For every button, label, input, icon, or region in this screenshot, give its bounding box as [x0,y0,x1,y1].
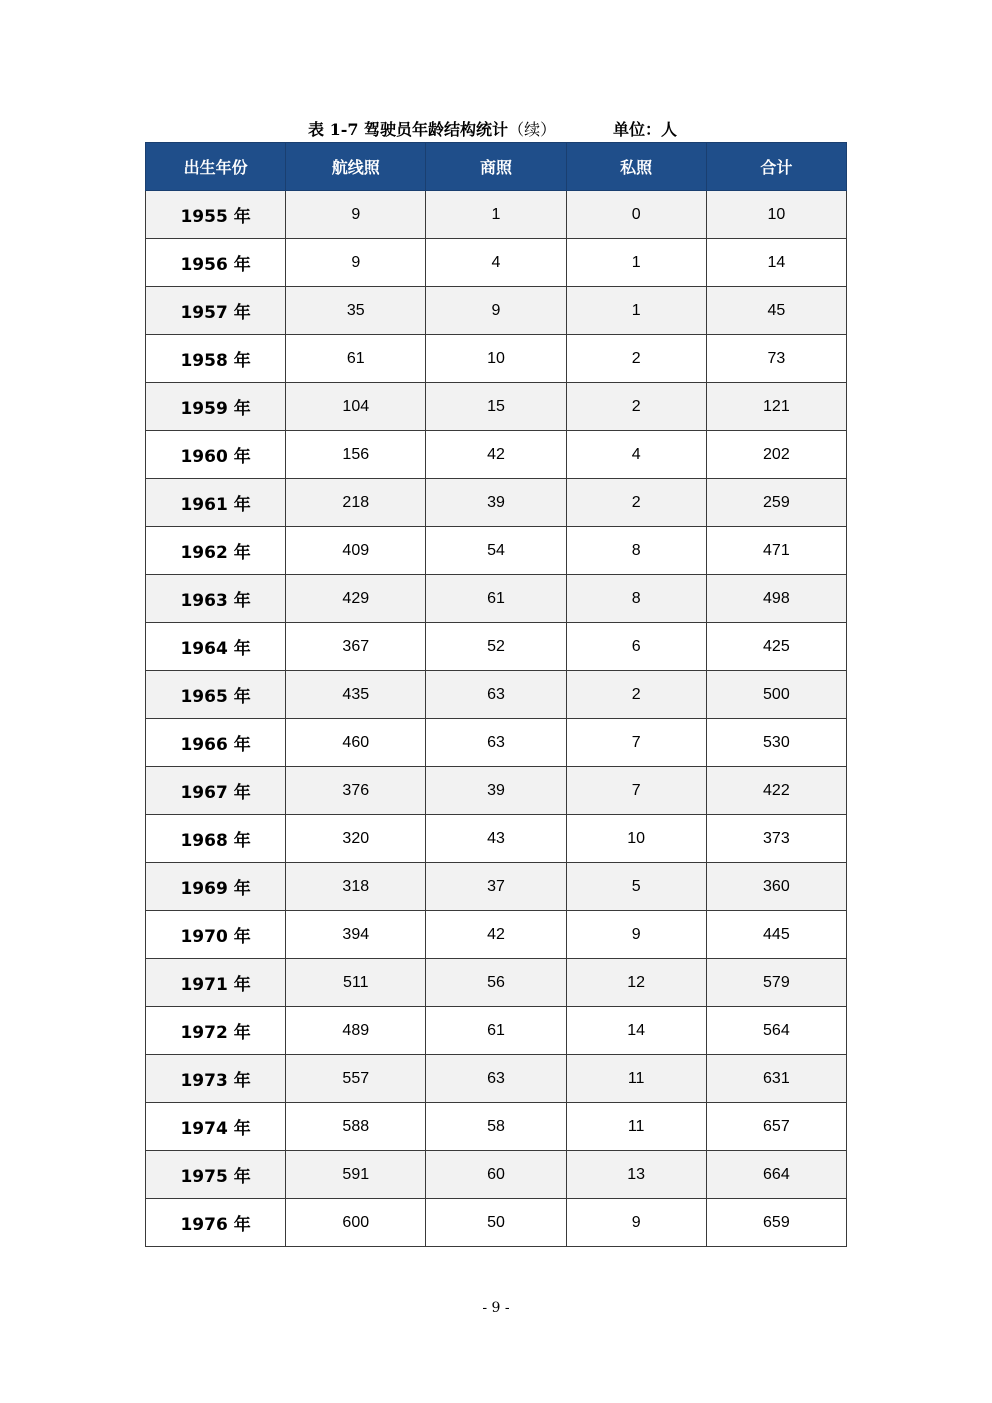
table-row [146,1007,847,1055]
cell-commercial-license: 54 [426,527,566,575]
cell-airline-license: 104 [286,383,426,431]
table-row [146,1151,847,1199]
cell-airline-license: 409 [286,527,426,575]
cell-total: 422 [706,767,846,815]
table-row [146,815,847,863]
cell-commercial-license: 39 [426,767,566,815]
cell-private-license: 13 [566,1151,706,1199]
cell-total: 564 [706,1007,846,1055]
cell-total: 10 [706,191,846,239]
table-row [146,1103,847,1151]
cell-airline-license: 61 [286,335,426,383]
cell-birth-year: 1956 年 [146,239,286,287]
table-row [146,863,847,911]
cell-private-license: 8 [566,527,706,575]
cell-birth-year: 1976 年 [146,1199,286,1247]
table-row [146,1055,847,1103]
cell-airline-license: 460 [286,719,426,767]
table-row [146,287,847,335]
cell-total: 498 [706,575,846,623]
cell-birth-year: 1963 年 [146,575,286,623]
cell-total: 360 [706,863,846,911]
cell-total: 471 [706,527,846,575]
cell-total: 202 [706,431,846,479]
cell-birth-year: 1972 年 [146,1007,286,1055]
cell-airline-license: 489 [286,1007,426,1055]
table-row [146,431,847,479]
table-title-suffix: （续） [508,120,557,139]
cell-private-license: 9 [566,1199,706,1247]
cell-private-license: 10 [566,815,706,863]
driver-age-table [145,142,847,1247]
cell-airline-license: 376 [286,767,426,815]
cell-birth-year: 1964 年 [146,623,286,671]
table-row [146,671,847,719]
cell-birth-year: 1959 年 [146,383,286,431]
table-row [146,575,847,623]
table-row [146,719,847,767]
cell-birth-year: 1957 年 [146,287,286,335]
cell-commercial-license: 37 [426,863,566,911]
cell-private-license: 0 [566,191,706,239]
cell-airline-license: 600 [286,1199,426,1247]
cell-airline-license: 318 [286,863,426,911]
cell-birth-year: 1970 年 [146,911,286,959]
cell-commercial-license: 1 [426,191,566,239]
cell-total: 631 [706,1055,846,1103]
cell-commercial-license: 52 [426,623,566,671]
table-title [308,118,556,142]
cell-commercial-license: 63 [426,719,566,767]
cell-airline-license: 557 [286,1055,426,1103]
cell-birth-year: 1955 年 [146,191,286,239]
cell-private-license: 7 [566,719,706,767]
cell-airline-license: 9 [286,191,426,239]
cell-private-license: 1 [566,239,706,287]
cell-airline-license: 511 [286,959,426,1007]
table-caption [145,118,847,142]
cell-commercial-license: 61 [426,1007,566,1055]
cell-private-license: 9 [566,911,706,959]
cell-airline-license: 218 [286,479,426,527]
cell-birth-year: 1969 年 [146,863,286,911]
cell-private-license: 1 [566,287,706,335]
cell-private-license: 2 [566,383,706,431]
table-row [146,911,847,959]
header-birth-year: 出生年份 [146,143,286,191]
cell-private-license: 11 [566,1055,706,1103]
cell-private-license: 14 [566,1007,706,1055]
cell-total: 425 [706,623,846,671]
cell-total: 259 [706,479,846,527]
cell-birth-year: 1967 年 [146,767,286,815]
table-row [146,1199,847,1247]
cell-commercial-license: 56 [426,959,566,1007]
cell-commercial-license: 50 [426,1199,566,1247]
cell-commercial-license: 63 [426,1055,566,1103]
cell-total: 373 [706,815,846,863]
cell-birth-year: 1975 年 [146,1151,286,1199]
header-commercial-license: 商照 [426,143,566,191]
cell-birth-year: 1973 年 [146,1055,286,1103]
cell-commercial-license: 58 [426,1103,566,1151]
table-row [146,623,847,671]
table-row [146,191,847,239]
cell-commercial-license: 43 [426,815,566,863]
header-private-license: 私照 [566,143,706,191]
table-title-text: 表 1-7 驾驶员年龄结构统计 [308,120,509,139]
cell-birth-year: 1968 年 [146,815,286,863]
cell-commercial-license: 42 [426,911,566,959]
cell-commercial-license: 4 [426,239,566,287]
cell-commercial-license: 9 [426,287,566,335]
cell-birth-year: 1962 年 [146,527,286,575]
cell-private-license: 4 [566,431,706,479]
table-row [146,959,847,1007]
table-row [146,479,847,527]
table-header-row [146,143,847,191]
header-airline-license: 航线照 [286,143,426,191]
cell-commercial-license: 61 [426,575,566,623]
cell-private-license: 2 [566,479,706,527]
cell-commercial-license: 63 [426,671,566,719]
cell-total: 500 [706,671,846,719]
cell-total: 14 [706,239,846,287]
cell-commercial-license: 10 [426,335,566,383]
cell-airline-license: 394 [286,911,426,959]
cell-birth-year: 1974 年 [146,1103,286,1151]
cell-total: 664 [706,1151,846,1199]
table-unit: 单位：人 [613,120,678,139]
cell-commercial-license: 15 [426,383,566,431]
table-row [146,527,847,575]
cell-birth-year: 1971 年 [146,959,286,1007]
header-total: 合计 [706,143,846,191]
cell-birth-year: 1961 年 [146,479,286,527]
cell-private-license: 2 [566,335,706,383]
page-number: - 9 - [482,1300,510,1316]
table-row [146,383,847,431]
cell-total: 45 [706,287,846,335]
cell-total: 579 [706,959,846,1007]
table-row [146,335,847,383]
cell-private-license: 2 [566,671,706,719]
cell-airline-license: 320 [286,815,426,863]
cell-total: 659 [706,1199,846,1247]
cell-total: 73 [706,335,846,383]
cell-total: 445 [706,911,846,959]
cell-private-license: 5 [566,863,706,911]
cell-total: 657 [706,1103,846,1151]
cell-private-license: 7 [566,767,706,815]
cell-airline-license: 367 [286,623,426,671]
cell-airline-license: 9 [286,239,426,287]
cell-total: 121 [706,383,846,431]
table-body [146,191,847,1247]
cell-airline-license: 156 [286,431,426,479]
cell-airline-license: 591 [286,1151,426,1199]
cell-private-license: 12 [566,959,706,1007]
cell-private-license: 8 [566,575,706,623]
cell-private-license: 6 [566,623,706,671]
table-row [146,767,847,815]
table-row [146,239,847,287]
cell-airline-license: 588 [286,1103,426,1151]
cell-airline-license: 435 [286,671,426,719]
cell-birth-year: 1958 年 [146,335,286,383]
cell-birth-year: 1965 年 [146,671,286,719]
cell-commercial-license: 39 [426,479,566,527]
cell-birth-year: 1966 年 [146,719,286,767]
cell-private-license: 11 [566,1103,706,1151]
cell-airline-license: 35 [286,287,426,335]
cell-total: 530 [706,719,846,767]
cell-commercial-license: 60 [426,1151,566,1199]
cell-airline-license: 429 [286,575,426,623]
cell-commercial-license: 42 [426,431,566,479]
cell-birth-year: 1960 年 [146,431,286,479]
